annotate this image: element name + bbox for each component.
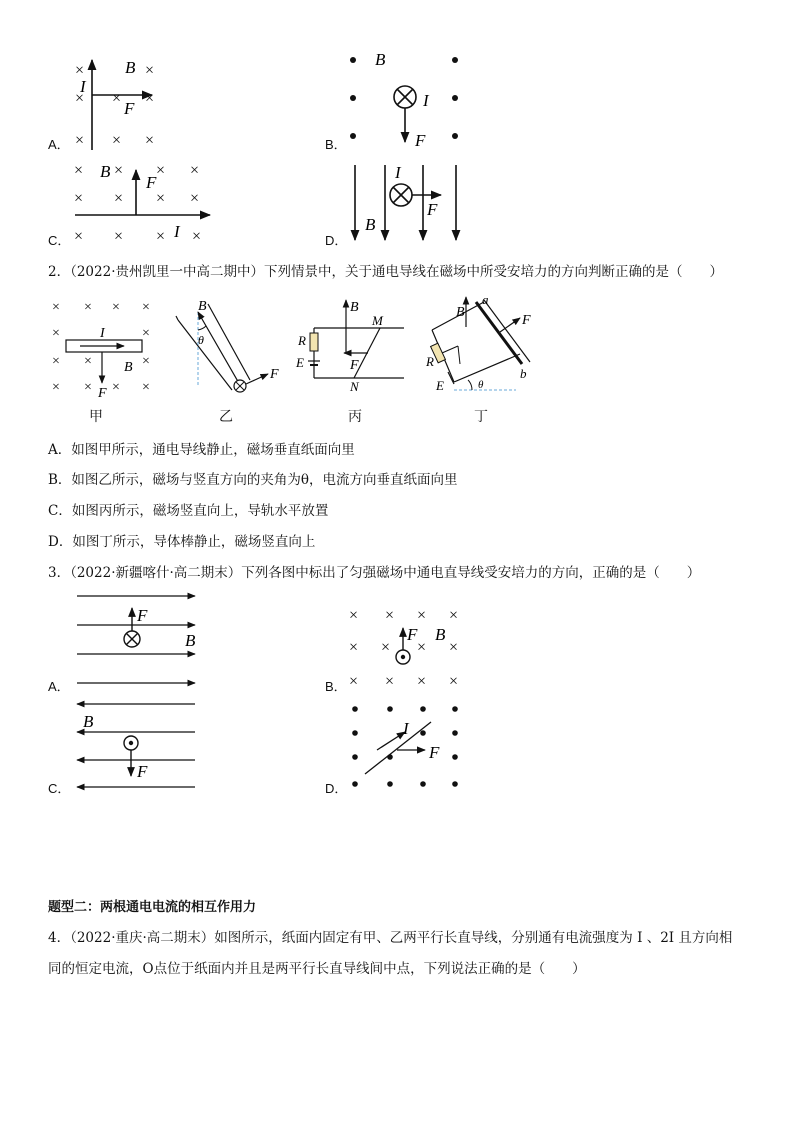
section-title: 题型二：两根通电电流的相互作用力 xyxy=(48,900,257,915)
svg-text:×: × xyxy=(52,326,60,341)
svg-text:F: F xyxy=(146,173,157,192)
svg-text:θ: θ xyxy=(198,333,204,347)
caption-yi: 乙 xyxy=(219,409,233,425)
q3-option-c[interactable]: C． xyxy=(48,781,71,796)
q3-option-a[interactable]: A． xyxy=(48,679,70,694)
q2-figure-ding xyxy=(420,292,545,397)
svg-text:F: F xyxy=(427,200,438,219)
svg-text:×: × xyxy=(84,380,92,395)
q4-stem-line1: 4．（2022·重庆·高二期末）如图所示，纸面内固定有甲、乙两平行长直导线，分别通有电流强度为 I 、2I 且方向相 xyxy=(48,930,733,946)
q3-option-d[interactable]: D． xyxy=(325,781,348,796)
svg-text:I: I xyxy=(395,163,401,182)
svg-text:b: b xyxy=(520,366,527,381)
svg-text:×: × xyxy=(52,300,60,315)
svg-text:E: E xyxy=(436,378,444,393)
caption-bing: 丙 xyxy=(348,409,362,425)
q1-figure-a xyxy=(70,55,170,155)
svg-text:M: M xyxy=(372,313,383,328)
q2-option-b[interactable]: B．如图乙所示，磁场与竖直方向的夹角为θ，电流方向垂直纸面向里 xyxy=(48,472,458,488)
svg-text:×: × xyxy=(52,354,60,369)
svg-text:×: × xyxy=(417,607,427,624)
q1-figure-d xyxy=(345,160,475,245)
q3-figure-a xyxy=(75,588,200,688)
svg-text:×: × xyxy=(84,300,92,315)
svg-text:B: B xyxy=(198,299,207,314)
svg-text:×: × xyxy=(142,300,150,315)
svg-text:×: × xyxy=(74,190,84,207)
svg-text:F: F xyxy=(270,367,279,382)
svg-text:F: F xyxy=(429,743,440,762)
svg-text:F: F xyxy=(98,386,107,401)
q2-figure-yi xyxy=(170,292,285,397)
svg-text:B: B xyxy=(456,305,465,320)
svg-text:×: × xyxy=(192,228,202,245)
svg-text:×: × xyxy=(75,90,85,107)
svg-text:F: F xyxy=(137,606,148,625)
svg-text:F: F xyxy=(407,625,418,644)
svg-text:×: × xyxy=(112,90,122,107)
svg-text:B: B xyxy=(100,162,111,181)
svg-text:×: × xyxy=(449,639,459,656)
svg-text:E: E xyxy=(296,355,304,370)
q3-stem: 3．（2022·新疆喀什·高二期末）下列各图中标出了匀强磁场中通电直导线受安培力的方向，正确的是（ ） xyxy=(48,565,701,581)
svg-text:θ: θ xyxy=(478,379,484,391)
svg-text:B: B xyxy=(185,631,196,650)
svg-text:I: I xyxy=(403,719,409,738)
svg-text:I: I xyxy=(100,326,105,341)
q1-figure-b xyxy=(345,50,475,150)
svg-text:B: B xyxy=(375,50,386,69)
q1-option-a[interactable]: A． xyxy=(48,137,70,152)
svg-text:×: × xyxy=(114,228,124,245)
svg-text:×: × xyxy=(142,354,150,369)
svg-text:I: I xyxy=(423,91,429,110)
label-i: I xyxy=(80,77,86,96)
svg-text:a: a xyxy=(482,292,489,307)
q2-stem: 2．（2022·贵州凯里一中高二期中）下列情景中，关于通电导线在磁场中所受安培力的方向判断正确的是（ ） xyxy=(48,264,723,280)
q3-figure-c xyxy=(75,696,200,796)
q3-option-b[interactable]: B． xyxy=(325,679,347,694)
svg-text:×: × xyxy=(417,639,427,656)
svg-text:B: B xyxy=(435,625,446,644)
svg-text:×: × xyxy=(74,228,84,245)
svg-text:×: × xyxy=(74,162,84,179)
svg-text:×: × xyxy=(385,673,395,690)
caption-ding: 丁 xyxy=(474,409,488,425)
svg-text:×: × xyxy=(156,190,166,207)
svg-text:×: × xyxy=(75,62,85,79)
q2-option-d[interactable]: D．如图丁所示，导体棒静止，磁场竖直向上 xyxy=(48,534,316,550)
svg-text:×: × xyxy=(142,380,150,395)
svg-text:×: × xyxy=(75,132,85,149)
svg-text:R: R xyxy=(426,354,434,369)
svg-text:×: × xyxy=(190,162,200,179)
svg-text:×: × xyxy=(349,639,359,656)
svg-text:×: × xyxy=(156,228,166,245)
q3-figure-b xyxy=(345,602,470,692)
svg-text:×: × xyxy=(142,326,150,341)
svg-text:B: B xyxy=(83,712,94,731)
svg-text:F: F xyxy=(415,131,426,150)
svg-text:×: × xyxy=(449,607,459,624)
svg-text:×: × xyxy=(349,607,359,624)
q2-figure-jia xyxy=(48,295,163,400)
svg-text:N: N xyxy=(350,379,359,394)
q2-option-a[interactable]: A．如图甲所示，通电导线静止，磁场垂直纸面向里 xyxy=(48,442,355,458)
svg-text:×: × xyxy=(385,607,395,624)
svg-text:×: × xyxy=(349,673,359,690)
svg-text:×: × xyxy=(112,132,122,149)
svg-text:×: × xyxy=(114,190,124,207)
svg-text:×: × xyxy=(417,673,427,690)
svg-text:B: B xyxy=(124,360,133,375)
q1-figure-c xyxy=(70,155,215,245)
svg-text:×: × xyxy=(145,62,155,79)
svg-text:I: I xyxy=(174,222,180,241)
svg-text:F: F xyxy=(522,313,531,328)
q4-stem-line2: 同的恒定电流，O点位于纸面内并且是两平行长直导线间中点，下列说法正确的是（ ） xyxy=(48,961,586,977)
svg-text:F: F xyxy=(350,358,359,373)
svg-text:B: B xyxy=(365,215,376,234)
q3-figure-d xyxy=(345,700,470,795)
svg-text:×: × xyxy=(156,162,166,179)
svg-text:B: B xyxy=(350,300,359,315)
svg-text:F: F xyxy=(137,762,148,781)
svg-text:×: × xyxy=(52,380,60,395)
svg-text:×: × xyxy=(449,673,459,690)
svg-text:×: × xyxy=(190,190,200,207)
caption-jia: 甲 xyxy=(89,409,103,425)
svg-text:×: × xyxy=(145,132,155,149)
svg-text:×: × xyxy=(112,380,120,395)
q2-figure-bing xyxy=(292,295,412,400)
svg-text:×: × xyxy=(145,90,155,107)
label-b: B xyxy=(125,58,136,77)
q1-option-d[interactable]: D． xyxy=(325,233,348,248)
label-f: F xyxy=(124,99,135,118)
svg-text:×: × xyxy=(114,162,124,179)
svg-text:×: × xyxy=(112,300,120,315)
svg-text:×: × xyxy=(84,354,92,369)
svg-text:×: × xyxy=(381,639,391,656)
q1-option-b[interactable]: B． xyxy=(325,137,347,152)
q2-option-c[interactable]: C．如图丙所示，磁场竖直向上，导轨水平放置 xyxy=(48,503,329,519)
q1-option-c[interactable]: C． xyxy=(48,233,71,248)
svg-text:R: R xyxy=(298,333,306,348)
